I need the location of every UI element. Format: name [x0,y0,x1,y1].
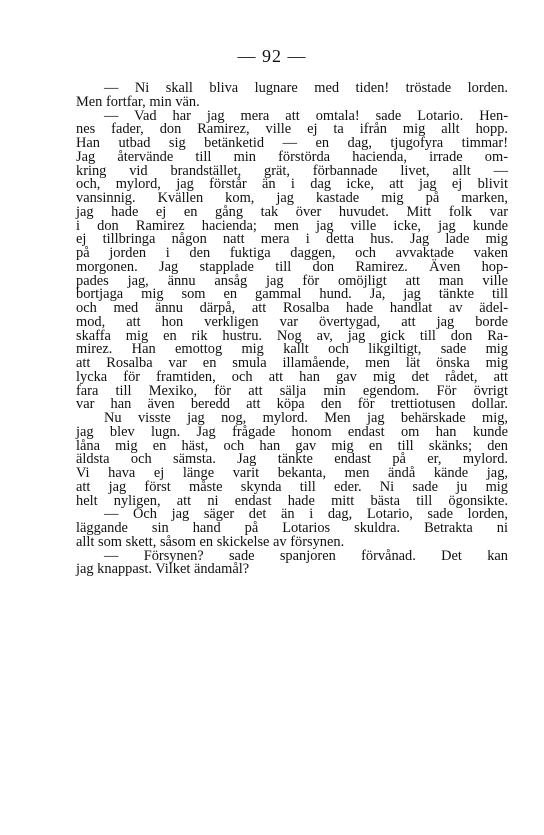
text-line: skaffa mig en rik hustru. Nog av, jag gick till don Ra- [76,327,508,344]
text-line: bortjaga mig som en gammal hund. Ja, jag tänkte till [76,286,508,303]
text-line: Nu visste jag nog, mylord. Men jag behärskade mig, [104,410,508,426]
text-line: — Vad har jag mera att omtala! sade Lotario. Hen- [104,107,508,124]
text-line: ej tillbringa någon natt mera i detta hus. Jag lade mig [76,231,508,248]
text-line: lycka för framtiden, och att han gav mig det rådet, att [76,368,508,385]
text-line: allt som skett, såsom en skickelse av försynen. [76,533,345,550]
text-line: fara till Mexiko, för att sälja min egendom. För övrigt [76,382,508,399]
text-line: vansinnig. Kvällen kom, jag kastade mig på marken, [76,190,508,206]
text-line: mirez. Han emottog mig kallt och likgiltigt, sade mig [76,341,508,358]
text-line: äldsta och sämsta. Jag tänkte endast på er, mylord. [76,451,508,468]
text-line: jag blev lugn. Jag frågade honom endast om han kunde [76,423,508,440]
text-line: helt nyligen, att ni endast hade mitt bästa till ögonsikte. [76,492,508,509]
text-line: att jag först måste skynda till eder. Ni sade ju mig [76,478,508,495]
text-line: jag knappast. Vilket ändamål? [76,561,250,578]
page-number: — 92 — [237,46,307,66]
text-line: — Ni skall bliva lugnare med tiden! tröstade lorden. [104,80,508,96]
text-line: — Och jag säger det än i dag, Lotario, sade lorden, [104,506,508,523]
text-line: mod, att hon verkligen var övertygad, att jag borde [76,313,508,330]
text-line: läggande sin hand på Lotarios skuldra. Betrakta ni [76,520,508,536]
text-line: Han utbad sig betänketid — en dag, tjugofyra timmar! [76,135,508,151]
body-text [76,82,508,577]
text-line: var han även beredd att köpa den för trettiotusen dollar. [76,396,508,413]
text-line: Vi hava ej länge varit bekanta, men ändå kände jag, [76,465,508,481]
text-line: jag hade ej en gång tak över huvudet. Mitt folk var [76,203,508,220]
text-line: och med ännu därpå, att Rosalba hade handlat av ädel- [76,300,508,316]
text-line: morgonen. Jag stapplade till don Ramirez. Även hop- [76,258,508,275]
text-line: — Försynen? sade spanjoren förvånad. Det kan [104,547,508,564]
text-line: pades jag, ännu ansåg jag för omöjligt att man ville [76,272,508,289]
text-line: på jorden i den fuktiga daggen, och avvaktade vaken [76,245,508,261]
text-line: och, mylord, jag förstår än i dag icke, att jag ej blivit [76,176,508,193]
text-line: att Rosalba var en smula illamående, men lät önska mig [76,355,508,371]
text-line: Men fortfar, min vän. [76,93,200,110]
text-line: Jag återvände till min förstörda hacienda, irrade om- [76,148,508,165]
text-line: kring vid brandstället, grät, förbannade livet, allt — [76,162,508,179]
text-line: låna mig en häst, och han gav mig en till skänks; den [76,437,508,454]
text-line: i don Ramirez hacienda; men jag ville icke, jag kunde [76,217,508,234]
text-line: nes fader, don Ramirez, ville ej ta ifrån mig allt hopp. [76,121,508,138]
